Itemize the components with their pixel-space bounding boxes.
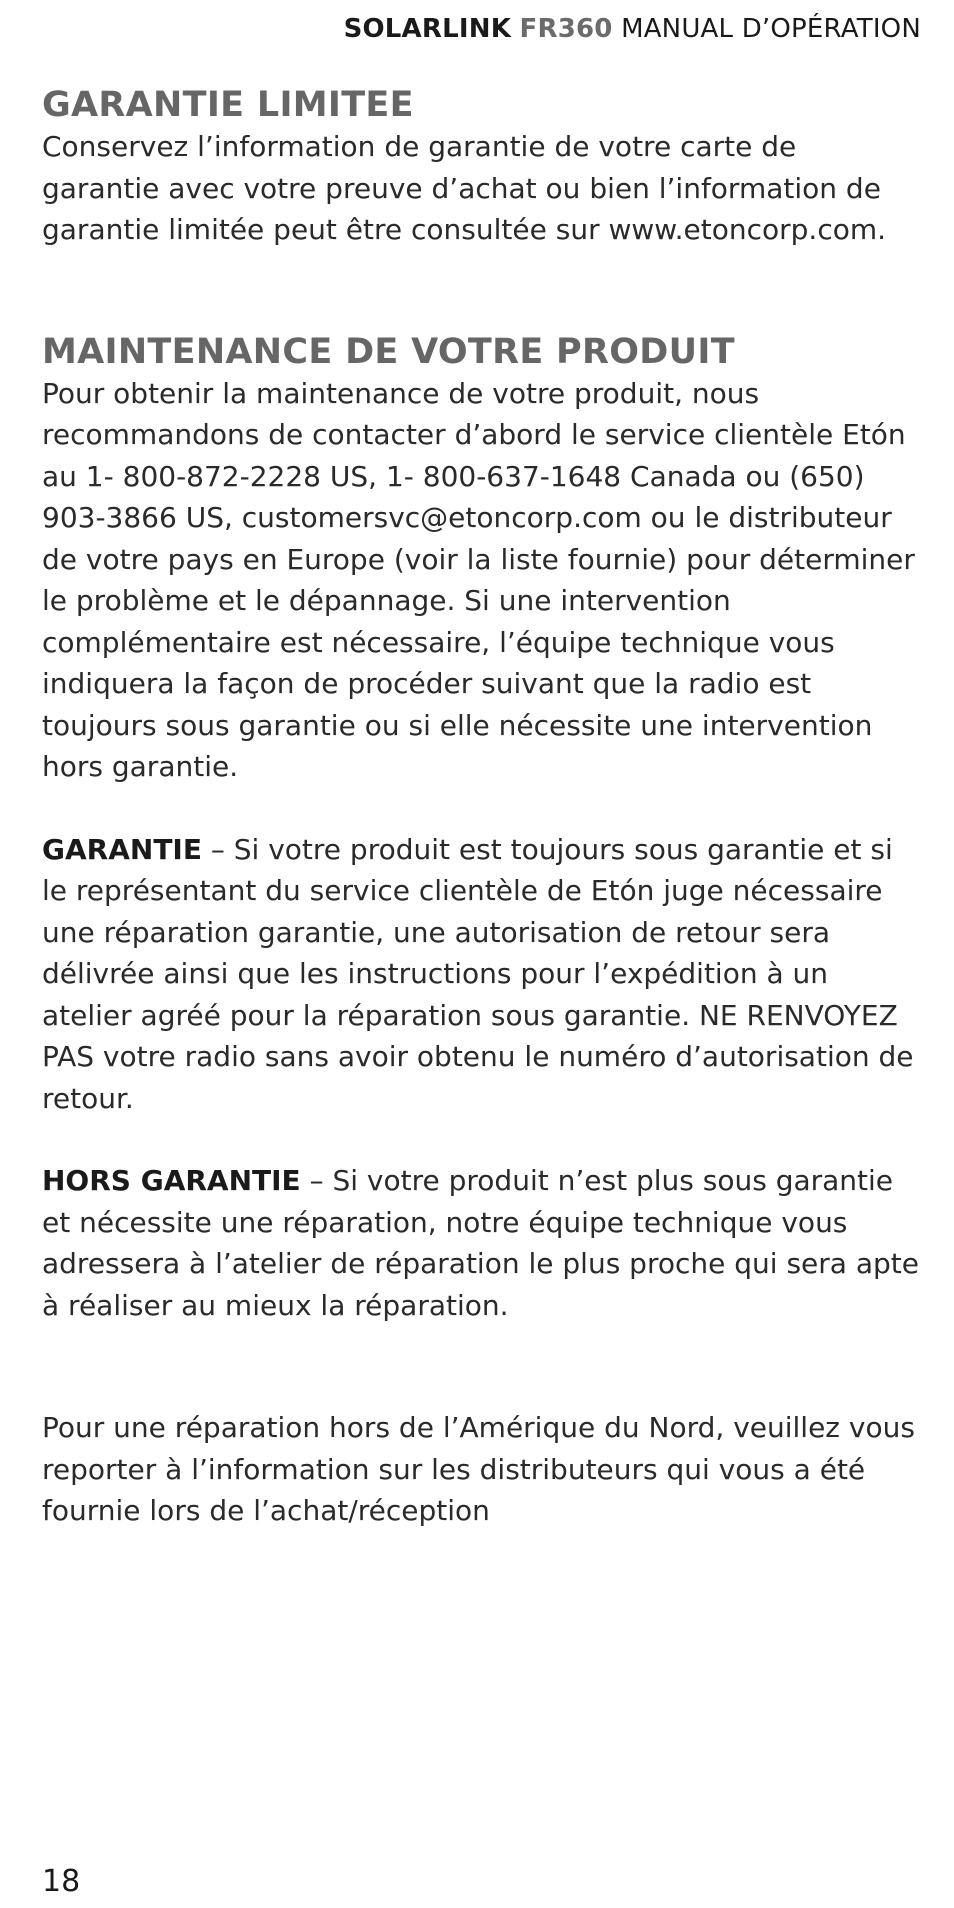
- page-number: 18: [42, 1864, 81, 1899]
- paragraph-garantie-limitee: Conservez l’information de garantie de votre carte de garantie avec votre preuve d’achat ou bien l’information de garantie limitée peut être consultée sur www.etoncorp.com.: [42, 130, 887, 246]
- header-manual-title: MANUAL D’OPÉRATION: [621, 14, 921, 44]
- text-hors-garantie: – Si votre produit n’est plus sous garantie et nécessite une réparation, notre équipe technique vous adressera à l’atelier de réparation le plus proche qui sera apte à réaliser au mieux la réparation.: [42, 1164, 919, 1322]
- page-content: [42, 84, 922, 1532]
- section-garantie-limitee: [42, 84, 922, 251]
- header-model: FR360: [519, 14, 613, 44]
- paragraph-hors-garantie: [42, 1160, 922, 1326]
- paragraph-reparation-hors-amerique: Pour une réparation hors de l’Amérique du Nord, veuillez vous reporter à l’information sur les distributeurs qui vous a été fournie lors de l’achat/réception: [42, 1411, 915, 1527]
- heading-garantie-limitee: GARANTIE LIMITEE: [42, 85, 414, 125]
- header-brand: SOLARLINK: [343, 14, 512, 44]
- text-garantie: – Si votre produit est toujours sous garantie et si le représentant du service clientèle de Etón juge nécessaire une réparation garantie, une autorisation de retour sera délivrée ainsi que les instructions pour l’expédition à un atelier agréé pour la réparation sous garantie. NE RENVOYEZ PAS votre radio sans avoir obtenu le numéro d’autorisation de retour.: [42, 832, 914, 1115]
- section-maintenance: [42, 331, 922, 788]
- running-header: [344, 14, 921, 44]
- heading-maintenance: MAINTENANCE DE VOTRE PRODUIT: [42, 331, 735, 372]
- paragraph-garantie: [42, 829, 922, 1120]
- term-hors-garantie: HORS GARANTIE: [42, 1164, 301, 1197]
- paragraph-maintenance: Pour obtenir la maintenance de votre produit, nous recommandons de contacter d’abord le service clientèle Etón au 1- 800-872-2228 US, 1- 800-637-1648 Canada ou (650) 903-3866 US, customersvc@etoncorp.com ou le distributeur de votre pays en Europe (voir la liste fournie) pour déterminer le problème et le dépannage. Si une intervention complémentaire est nécessaire, l’équipe technique vous indiquera la façon de procéder suivant que la radio est toujours sous garantie ou si elle nécessite une intervention hors garantie.: [42, 376, 915, 783]
- term-garantie: GARANTIE: [42, 832, 202, 866]
